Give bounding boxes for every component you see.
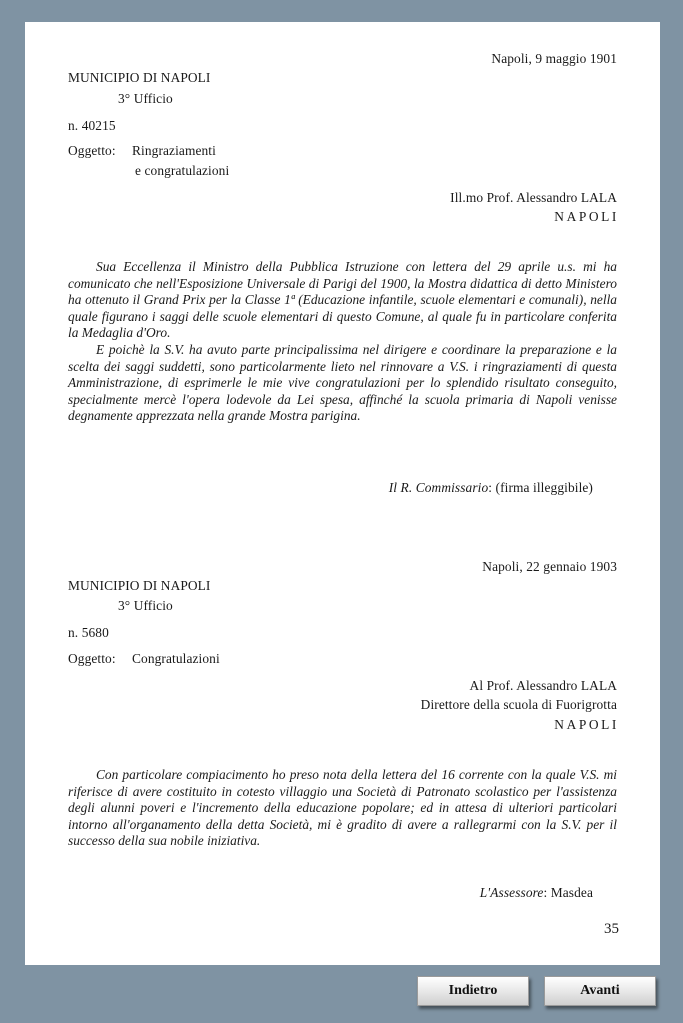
letter2-number: n. 5680 — [68, 625, 109, 640]
letter1-subject-line2: e congratulazioni — [135, 163, 230, 178]
letter2-department: 3° Ufficio — [118, 598, 173, 613]
letter2-subject-label: Oggetto: — [68, 651, 116, 666]
letter1-recipient-city: NAPOLI — [554, 209, 619, 224]
letter2-date: Napoli, 22 gennaio 1903 — [482, 559, 617, 574]
document-page — [25, 22, 660, 965]
letter2-recipient: Al Prof. Alessandro LALA — [469, 678, 617, 693]
letter1-office: MUNICIPIO DI NAPOLI — [68, 70, 211, 85]
letter1-department: 3° Ufficio — [118, 91, 173, 106]
letter2-body — [68, 767, 617, 850]
letter1-recipient: Ill.mo Prof. Alessandro LALA — [450, 190, 617, 205]
letter2-paragraph1: Con particolare compiacimento ho preso nota della lettera del 16 corrente con la quale V.S. mi riferisce di avere costituito in cotesto villaggio una Società di Patronato scolastico per l'assistenza degli alunni poveri e l'incremento della educazione popolare; ed in attesa di ulteriori particolari intorno all'organamento della detta Società, mi è gradito di avere a rallegrarmi con la S.V. per il successo della sua nobile iniziativa. — [68, 767, 617, 849]
letter1-number: n. 40215 — [68, 118, 116, 133]
letter2-subject-line1: Congratulazioni — [132, 651, 220, 666]
letter2-signature-name: : Masdea — [543, 885, 593, 900]
letter1-signature-role: Il R. Commissario — [388, 480, 489, 495]
letter1-paragraph1: Sua Eccellenza il Ministro della Pubblica Istruzione con lettera del 29 aprile u.s. mi ha comunicato che nell'Esposizione Universale di Parigi del 1900, la Mostra didattica di detto Ministero ha ottenuto il Grand Prix per la Classe 1ª (Educazione infantile, scuole elementari e comunali), nella quale figurano i saggi delle scuole elementari di questo Comune, al quale fu in particolare conferita la Medaglia d'Oro. — [68, 259, 617, 341]
letter2-signature-role: L'Assessore — [479, 885, 544, 900]
letter1-subject-line1: Ringraziamenti — [132, 143, 216, 158]
letter2-recipient-title: Direttore della scuola di Fuorigrotta — [420, 697, 617, 712]
letter1-subject-label: Oggetto: — [68, 143, 116, 158]
letter2-office: MUNICIPIO DI NAPOLI — [68, 578, 211, 593]
letter2-signature — [480, 885, 593, 901]
page-number: 35 — [604, 921, 619, 937]
letter1-signature — [389, 480, 593, 496]
forward-button[interactable]: Avanti — [544, 976, 656, 1006]
letter2-recipient-city: NAPOLI — [554, 717, 619, 732]
back-button[interactable]: Indietro — [417, 976, 529, 1006]
letter1-date: Napoli, 9 maggio 1901 — [491, 51, 617, 66]
letter1-paragraph2: E poichè la S.V. ha avuto parte principalissima nel dirigere e coordinare la preparazione e la scelta dei saggi suddetti, sono particolarmente lieto nel rinnovare a V.S. i ringraziamenti di questa Amministrazione, di esprimerle le mie vive congratulazioni per lo splendido risultato conseguito, specialmente mercè l'opera lodevole da Lei spesa, affinché la scuola primaria di Napoli venisse degnamente apprezzata nella grande Mostra parigina. — [68, 341, 617, 424]
letter1-body — [68, 259, 617, 425]
letter1-signature-name: : (firma illeggibile) — [488, 480, 593, 495]
